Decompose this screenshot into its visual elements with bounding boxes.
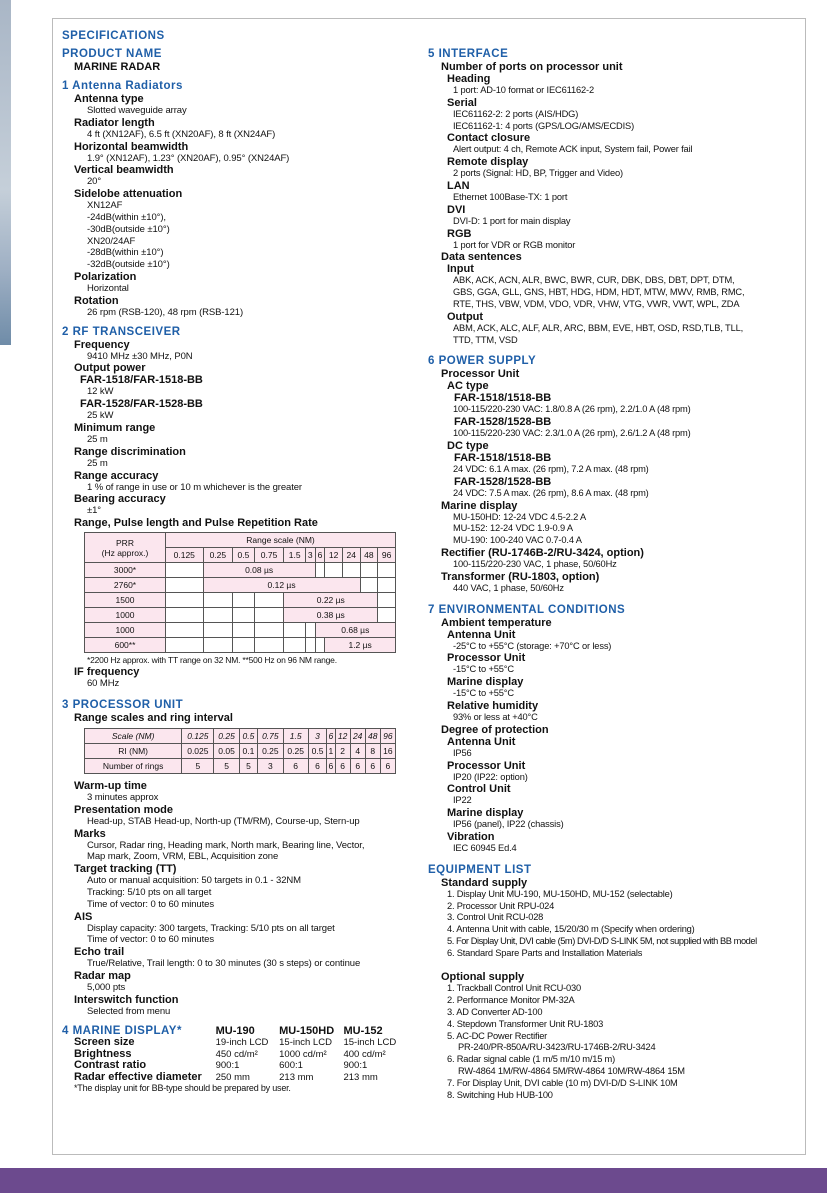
ais-label: AIS (74, 910, 93, 923)
display-row: Radar effective diameter 250 mm 213 mm 213 mm (74, 1070, 378, 1083)
range-ring-cell: 0.25 (283, 743, 308, 758)
contact-closure-label: Contact closure (447, 132, 531, 145)
dc-model-a-value: 24 VDC: 6.1 A max. (26 rpm), 7.2 A max. (48 rpm) (453, 463, 649, 474)
specifications-heading: SPECIFICATIONS (62, 30, 165, 42)
prr-empty-cell (305, 638, 315, 653)
section-interface-heading: 5 INTERFACE (428, 48, 509, 60)
range-ring-cell: 6 (335, 758, 350, 773)
ac-model-a-value: 100-115/220-230 VAC: 1.8/0.8 A (26 rpm), 2.2/1.0 A (48 rpm) (453, 404, 691, 415)
standard-item: 2. Processor Unit RPU-024 (447, 900, 555, 911)
range-scale-cell: 96 (378, 548, 396, 563)
frequency-label: Frequency (74, 338, 130, 351)
range-scale-header: Range scale (NM) (166, 533, 396, 548)
display-row: Screen size 19-inch LCD 15-inch LCD 15-inch LCD (74, 1036, 397, 1048)
prr-empty-cell (325, 563, 343, 578)
standard-item: 1. Display Unit MU-190, MU-150HD, MU-152 (selectable) (447, 888, 673, 899)
prr-empty-cell (166, 638, 204, 653)
range-ring-cell: 96 (380, 728, 395, 743)
protection-label: Degree of protection (441, 723, 549, 736)
range-scales-label: Range scales and ring interval (74, 711, 233, 724)
minimum-range-value: 25 m (87, 433, 108, 445)
prr-empty-cell (305, 623, 315, 638)
range-ring-cell: 0.1 (239, 743, 257, 758)
optional-item: 8. Switching Hub HUB-100 (447, 1089, 553, 1100)
output-model-a: FAR-1518/FAR-1518-BB (80, 374, 203, 387)
optional-item: 3. AD Converter AD-100 (447, 1007, 543, 1018)
transformer-value: 440 VAC, 1 phase, 50/60Hz (453, 582, 564, 593)
marine-display-power-label: Marine display (441, 499, 518, 512)
range-ring-cell: 3 (258, 758, 283, 773)
prr-row (85, 563, 396, 578)
remote-display-label: Remote display (447, 156, 529, 169)
range-rings-table (84, 728, 396, 774)
transformer-label: Transformer (RU-1803, option) (441, 570, 600, 583)
prr-value: 2760* (85, 578, 166, 593)
presentation-label: Presentation mode (74, 803, 174, 816)
range-ring-cell: 0.25 (214, 728, 239, 743)
section-processor-heading: 3 PROCESSOR UNIT (62, 698, 184, 711)
dc-model-b: FAR-1528/1528-BB (454, 475, 552, 488)
input-label: Input (447, 263, 474, 276)
prr-row (85, 623, 396, 638)
prr-empty-cell (284, 623, 306, 638)
left-column (62, 29, 407, 1094)
range-scale-cell: 6 (315, 548, 325, 563)
ports-label: Number of ports on processor unit (441, 61, 623, 73)
prr-empty-cell (166, 593, 204, 608)
range-discrimination-value: 25 m (87, 457, 108, 469)
prr-empty-cell (233, 593, 255, 608)
sidelobe-line: XN12AF (87, 200, 123, 212)
temp-display-value: -15°C to +55°C (453, 688, 514, 699)
range-ring-cell: 6 (380, 758, 395, 773)
protection-processor-label: Processor Unit (447, 759, 526, 772)
hbeam-label: Horizontal beamwidth (74, 140, 189, 153)
prr-empty-cell (233, 623, 255, 638)
protection-display-value: IP56 (panel), IP22 (chassis) (453, 819, 564, 830)
interswitch-label: Interswitch function (74, 993, 179, 1006)
range-ring-cell: 5 (214, 758, 239, 773)
humidity-value: 93% or less at +40°C (453, 711, 538, 722)
range-ring-cell: 6 (308, 758, 326, 773)
display-power-line: MU-150HD: 12-24 VDC 4.5-2.2 A (453, 511, 587, 522)
rings-row-label: Number of rings (85, 758, 182, 773)
protection-display-label: Marine display (447, 807, 524, 820)
dvi-label: DVI (447, 203, 466, 216)
echo-trail-value: True/Relative, Trail length: 0 to 30 minutes (30 s steps) or continue (87, 958, 361, 970)
prr-value: 600** (85, 638, 166, 653)
pulse-length-cell: 1.2 µs (325, 638, 396, 653)
left-sea-image-strip (0, 0, 11, 345)
antenna-type-value: Slotted waveguide array (87, 105, 187, 116)
optional-item: PR-240/PR-850A/RU-3423/RU-1746B-2/RU-3424 (458, 1042, 656, 1053)
range-ring-row (85, 728, 396, 743)
echo-trail-label: Echo trail (74, 946, 125, 959)
protection-control-value: IP22 (453, 795, 472, 806)
range-ring-cell: 0.125 (182, 728, 214, 743)
tt-line: Auto or manual acquisition: 50 targets in 0.1 - 32NM (87, 875, 301, 887)
sidelobe-line: -32dB(outside ±10°) (87, 259, 170, 271)
pulse-length-cell: 0.22 µs (284, 593, 378, 608)
display-note: *The display unit for BB-type should be prepared by user. (74, 1083, 291, 1093)
data-sentences-label: Data sentences (441, 251, 522, 264)
section-equipment-heading: EQUIPMENT LIST (428, 863, 532, 876)
range-scale-cell: 1.5 (284, 548, 306, 563)
range-ring-cell: 0.05 (214, 743, 239, 758)
prr-value: 3000* (85, 563, 166, 578)
range-scale-cell: 0.25 (203, 548, 233, 563)
heading-port-label: Heading (447, 73, 491, 85)
lan-label: LAN (447, 179, 470, 192)
antenna-type-label: Antenna type (74, 93, 144, 105)
if-frequency-value: 60 MHz (87, 678, 120, 690)
range-ring-cell: 1 (327, 743, 335, 758)
prr-empty-cell (233, 608, 255, 623)
output-power-label: Output power (74, 362, 146, 375)
prr-empty-cell (284, 638, 306, 653)
section-power-heading: 6 POWER SUPPLY (428, 355, 537, 368)
polarization-value: Horizontal (87, 282, 129, 294)
prr-empty-cell (378, 563, 396, 578)
right-column (428, 47, 800, 1101)
prr-empty-cell (315, 563, 325, 578)
rectifier-label: Rectifier (RU-1746B-2/RU-3424, option) (441, 546, 644, 559)
display-row: Brightness 450 cd/m² 1000 cd/m² 400 cd/m² (74, 1047, 386, 1060)
range-scale-cell: 3 (305, 548, 315, 563)
prr-value: 1000 (85, 608, 166, 623)
hbeam-value: 1.9° (XN12AF), 1.23° (XN20AF), 0.95° (XN24AF) (87, 152, 290, 164)
range-scale-cell: 0.125 (166, 548, 204, 563)
vbeam-value: 20° (87, 176, 102, 188)
temp-antenna-label: Antenna Unit (447, 628, 516, 641)
range-ring-cell: 16 (380, 743, 395, 758)
heading-port-value: 1 port: AD-10 format or IEC61162-2 (453, 85, 594, 95)
display-row: Contrast ratio 900:1 600:1 900:1 (74, 1059, 368, 1071)
bottom-color-bar (0, 1168, 827, 1193)
ac-type-label: AC type (447, 380, 489, 393)
prr-empty-cell (378, 593, 396, 608)
pulse-length-cell: 0.12 µs (203, 578, 360, 593)
range-ring-cell: 0.5 (308, 743, 326, 758)
minimum-range-label: Minimum range (74, 421, 156, 434)
ais-line: Display capacity: 300 targets, Tracking: 5/10 pts on all target (87, 922, 335, 934)
radiator-length-label: Radiator length (74, 116, 155, 129)
prr-value: 1500 (85, 593, 166, 608)
range-ring-cell: 6 (327, 728, 335, 743)
prr-header: PRR (Hz approx.) (85, 533, 166, 563)
processor-unit-label: Processor Unit (441, 368, 520, 381)
range-ring-cell: 5 (239, 758, 257, 773)
prr-empty-cell (166, 563, 204, 578)
prr-empty-cell (203, 638, 233, 653)
dc-model-b-value: 24 VDC: 7.5 A max. (26 rpm), 8.6 A max. (48 rpm) (453, 487, 649, 498)
warmup-label: Warm-up time (74, 779, 147, 792)
dc-model-a: FAR-1518/1518-BB (454, 451, 552, 464)
radar-map-label: Radar map (74, 969, 131, 982)
tt-line: Tracking: 5/10 pts on all target (87, 886, 212, 898)
prr-empty-cell (233, 638, 255, 653)
range-ring-cell: 6 (283, 758, 308, 773)
serial-line: IEC61162-1: 4 ports (GPS/LOG/AMS/ECDIS) (453, 120, 635, 131)
section-environment-heading: 7 ENVIRONMENTAL CONDITIONS (428, 603, 626, 616)
bearing-accuracy-label: Bearing accuracy (74, 493, 166, 506)
prr-empty-cell (203, 593, 233, 608)
prr-empty-cell (254, 608, 284, 623)
protection-antenna-label: Antenna Unit (447, 735, 516, 748)
sidelobe-line: -24dB(within ±10°), (87, 211, 166, 223)
prr-empty-cell (166, 623, 204, 638)
display-power-line: MU-152: 12-24 VDC 1.9-0.9 A (453, 523, 573, 534)
bearing-accuracy-value: ±1° (87, 505, 101, 517)
protection-antenna-value: IP56 (453, 747, 472, 758)
sidelobe-line: XN20/24AF (87, 235, 136, 247)
prr-row (85, 578, 396, 593)
rgb-label: RGB (447, 227, 472, 240)
pulse-table-label: Range, Pulse length and Pulse Repetition Rate (74, 517, 318, 530)
if-frequency-label: IF frequency (74, 666, 140, 679)
tt-line: Time of vector: 0 to 60 minutes (87, 898, 214, 910)
serial-line: IEC61162-2: 2 ports (AIS/HDG) (453, 108, 579, 119)
optional-item: 2. Performance Monitor PM-32A (447, 995, 575, 1006)
prr-empty-cell (203, 608, 233, 623)
range-scale-cell: 48 (360, 548, 378, 563)
optional-supply-label: Optional supply (441, 971, 525, 984)
prr-empty-cell (378, 578, 396, 593)
range-ring-row (85, 743, 396, 758)
pulse-length-cell: 0.08 µs (203, 563, 315, 578)
prr-empty-cell (360, 578, 378, 593)
prr-value: 1000 (85, 623, 166, 638)
presentation-value: Head-up, STAB Head-up, North-up (TM/RM), Course-up, Stern-up (87, 815, 360, 827)
optional-item: RW-4864 1M/RW-4864 5M/RW-4864 10M/RW-4864 15M (458, 1066, 685, 1077)
vibration-value: IEC 60945 Ed.4 (453, 842, 517, 853)
radar-map-value: 5,000 pts (87, 981, 126, 993)
vibration-label: Vibration (447, 830, 495, 843)
prr-footnote: *2200 Hz approx. with TT range on 32 NM. **500 Hz on 96 NM range. (87, 655, 337, 666)
display-model: MU-152 (343, 1024, 383, 1037)
range-scale-cell: 0.75 (254, 548, 284, 563)
range-scale-cell: 0.5 (233, 548, 255, 563)
marks-line: Cursor, Radar ring, Heading mark, North mark, Bearing line, Vector, (87, 839, 365, 851)
standard-item: 6. Standard Spare Parts and Installation Materials (447, 947, 643, 958)
input-line: RTE, THS, VBW, VDM, VDO, VDR, VHW, VTG, VWR, VWT, WPL, ZDA (453, 298, 740, 309)
product-name-heading: PRODUCT NAME (62, 48, 162, 60)
dc-type-label: DC type (447, 439, 489, 452)
marks-label: Marks (74, 827, 106, 840)
prr-row (85, 593, 396, 608)
range-ring-cell: 0.025 (182, 743, 214, 758)
temp-processor-label: Processor Unit (447, 652, 526, 665)
prr-empty-cell (378, 608, 396, 623)
output-label: Output (447, 310, 484, 323)
sidelobe-line: -28dB(within ±10°) (87, 247, 164, 259)
pulse-length-cell: 0.68 µs (315, 623, 395, 638)
ri-row-label: RI (NM) (85, 743, 182, 758)
range-ring-cell: 12 (335, 728, 350, 743)
prr-empty-cell (203, 623, 233, 638)
standard-item: 3. Control Unit RCU-028 (447, 912, 544, 923)
protection-control-label: Control Unit (447, 783, 511, 796)
prr-empty-cell (342, 563, 360, 578)
rectifier-value: 100-115/220-230 VAC, 1 phase, 50/60Hz (453, 558, 617, 569)
contact-closure-value: Alert output: 4 ch, Remote ACK input, System fail, Power fail (453, 144, 693, 155)
sidelobe-label: Sidelobe attenuation (74, 188, 183, 201)
dvi-value: DVI-D: 1 port for main display (453, 215, 571, 226)
frequency-value: 9410 MHz ±30 MHz, P0N (87, 350, 193, 362)
standard-supply-label: Standard supply (441, 876, 528, 889)
display-model: MU-150HD (279, 1024, 335, 1037)
range-ring-cell: 0.75 (258, 728, 283, 743)
polarization-label: Polarization (74, 270, 137, 283)
range-ring-cell: 0.5 (239, 728, 257, 743)
humidity-label: Relative humidity (447, 699, 539, 712)
range-discrimination-label: Range discrimination (74, 445, 186, 458)
pulse-length-cell: 0.38 µs (284, 608, 378, 623)
warmup-value: 3 minutes approx (87, 791, 159, 803)
prr-empty-cell (254, 593, 284, 608)
prr-empty-cell (254, 623, 284, 638)
range-scale-cell: 12 (325, 548, 343, 563)
prr-empty-cell (360, 563, 378, 578)
output-model-b: FAR-1528/FAR-1528-BB (80, 398, 203, 411)
serial-label: Serial (447, 96, 477, 109)
range-scale-cell: 24 (342, 548, 360, 563)
prr-empty-cell (254, 638, 284, 653)
scale-row-label: Scale (NM) (85, 728, 182, 743)
prr-empty-cell (166, 608, 204, 623)
tt-label: Target tracking (TT) (74, 863, 177, 876)
prr-empty-cell (315, 638, 325, 653)
marks-line: Map mark, Zoom, VRM, EBL, Acquisition zone (87, 851, 279, 863)
temp-antenna-value: -25°C to +55°C (storage: +70°C or less) (453, 640, 612, 651)
ambient-temperature-label: Ambient temperature (441, 616, 552, 629)
temp-processor-value: -15°C to +55°C (453, 664, 514, 675)
display-power-line: MU-190: 100-240 VAC 0.7-0.4 A (453, 535, 582, 546)
vbeam-label: Vertical beamwidth (74, 164, 174, 177)
range-ring-cell: 2 (335, 743, 350, 758)
range-ring-cell: 3 (308, 728, 326, 743)
lan-value: Ethernet 100Base-TX: 1 port (453, 191, 568, 202)
range-ring-cell: 6 (327, 758, 335, 773)
prr-table (84, 532, 396, 653)
input-line: GBS, GGA, GLL, GNS, HBT, HDG, HDM, HDT, MTW, MWV, RMB, RMC, (453, 287, 745, 298)
standard-item: 4. Antenna Unit with cable, 15/20/30 m (Specify when ordering) (447, 924, 695, 935)
ac-model-b: FAR-1528/1528-BB (454, 416, 552, 429)
input-line: ABK, ACK, ACN, ALR, BWC, BWR, CUR, DBK, DBS, DBT, DPT, DTM, (453, 275, 735, 286)
sidelobe-line: -30dB(outside ±10°) (87, 223, 170, 235)
standard-item: 5. For Display Unit, DVI cable (5m) DVI-D/D S-LINK 5M, not supplied with BB model (447, 935, 757, 946)
range-ring-cell: 1.5 (283, 728, 308, 743)
range-ring-cell: 4 (350, 743, 365, 758)
range-ring-cell: 6 (365, 758, 380, 773)
rotation-label: Rotation (74, 294, 119, 307)
temp-display-label: Marine display (447, 676, 524, 689)
radiator-length-value: 4 ft (XN12AF), 6.5 ft (XN20AF), 8 ft (XN24AF) (87, 128, 276, 140)
range-ring-cell: 6 (350, 758, 365, 773)
marine-display-table (62, 1026, 407, 1084)
interswitch-value: Selected from menu (87, 1005, 171, 1017)
optional-item: 5. AC-DC Power Rectifier (447, 1030, 548, 1041)
output-model-a-value: 12 kW (87, 386, 114, 398)
range-accuracy-value: 1 % of range in use or 10 m whichever is the greater (87, 481, 302, 493)
optional-item: 4. Stepdown Transformer Unit RU-1803 (447, 1018, 604, 1029)
output-model-b-value: 25 kW (87, 410, 114, 422)
prr-row (85, 608, 396, 623)
section-display-heading: 4 MARINE DISPLAY* (62, 1024, 182, 1037)
rgb-value: 1 port for VDR or RGB monitor (453, 239, 576, 250)
range-ring-cell: 8 (365, 743, 380, 758)
product-name-value: MARINE RADAR (74, 61, 161, 73)
remote-display-value: 2 ports (Signal: HD, BP, Trigger and Video) (453, 168, 623, 179)
ac-model-a: FAR-1518/1518-BB (454, 392, 552, 405)
optional-item: 1. Trackball Control Unit RCU-030 (447, 983, 581, 994)
prr-empty-cell (166, 578, 204, 593)
optional-item: 7. For Display Unit, DVI cable (10 m) DVI-D/D S-LINK 10M (447, 1077, 678, 1088)
range-ring-cell: 24 (350, 728, 365, 743)
range-ring-row (85, 758, 396, 773)
rotation-value: 26 rpm (RSB-120), 48 rpm (RSB-121) (87, 306, 244, 318)
output-line: ABM, ACK, ALC, ALF, ALR, ARC, BBM, EVE, HBT, OSD, RSD,TLB, TLL, (453, 322, 744, 333)
range-ring-cell: 48 (365, 728, 380, 743)
prr-row (85, 638, 396, 653)
protection-processor-value: IP20 (IP22: option) (453, 771, 528, 782)
display-model: MU-190 (215, 1024, 255, 1037)
range-ring-cell: 5 (182, 758, 214, 773)
ais-line: Time of vector: 0 to 60 minutes (87, 934, 214, 946)
output-line: TTD, TTM, VSD (453, 334, 518, 345)
range-ring-cell: 0.25 (258, 743, 283, 758)
section-rf-heading: 2 RF TRANSCEIVER (62, 325, 181, 338)
section-antenna-heading: 1 Antenna Radiators (62, 80, 183, 92)
range-accuracy-label: Range accuracy (74, 469, 159, 482)
optional-item: 6. Radar signal cable (1 m/5 m/10 m/15 m) (447, 1054, 615, 1065)
ac-model-b-value: 100-115/220-230 VAC: 2.3/1.0 A (26 rpm), 2.6/1.2 A (48 rpm) (453, 428, 691, 439)
